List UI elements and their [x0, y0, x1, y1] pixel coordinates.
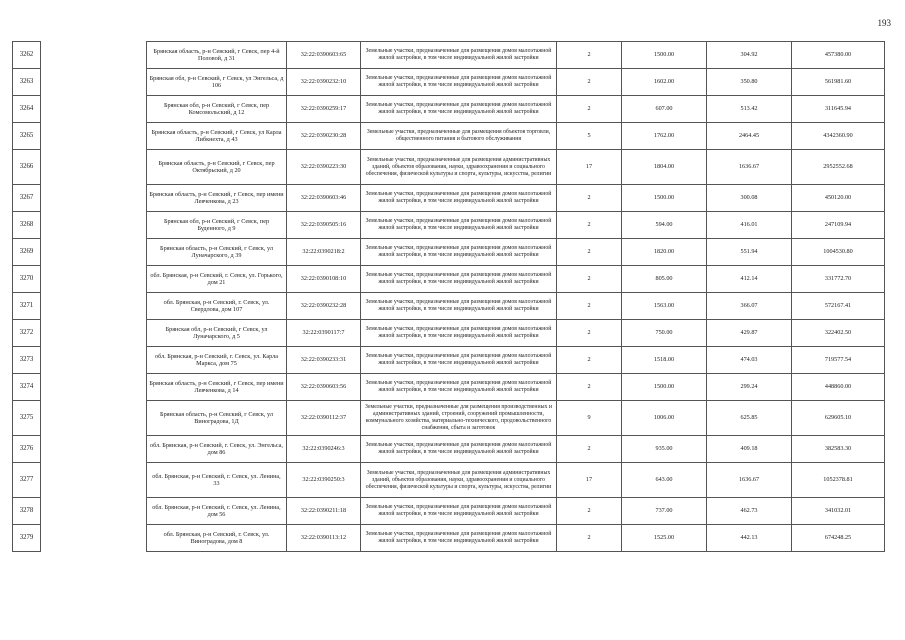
group-cell: 5	[557, 123, 622, 150]
area-cell: 1804.00	[622, 150, 707, 185]
row-number: 3272	[13, 320, 41, 347]
upks-cell: 474.03	[707, 347, 792, 374]
spacer-cell	[41, 347, 147, 374]
land-use-cell: Земельные участки, предназначенные для размещения административных зданий, объектов образования, науки, здравоохранения и социального обеспечения, физической культуры и спорта, культуры, искусства, религии	[361, 463, 557, 498]
area-cell: 805.00	[622, 266, 707, 293]
register-body	[13, 42, 885, 552]
area-cell: 594.00	[622, 212, 707, 239]
row-number: 3268	[13, 212, 41, 239]
row-number: 3273	[13, 347, 41, 374]
cadastral-value-cell: 1004530.80	[792, 239, 885, 266]
row-number: 3266	[13, 150, 41, 185]
row-number: 3263	[13, 69, 41, 96]
table-row	[13, 293, 885, 320]
land-use-cell: Земельные участки, предназначенные для размещения домов малоэтажной жилой застройки, в том числе индивидуальной жилой застройки	[361, 239, 557, 266]
spacer-cell	[41, 185, 147, 212]
row-number: 3275	[13, 401, 41, 436]
cadastral-number-cell: 32:22:0390117:7	[287, 320, 361, 347]
row-number: 3278	[13, 498, 41, 525]
page-number: 193	[877, 18, 891, 28]
cadastral-value-cell: 457380.00	[792, 42, 885, 69]
spacer-cell	[41, 498, 147, 525]
spacer-cell	[41, 42, 147, 69]
land-use-cell: Земельные участки, предназначенные для размещения домов малоэтажной жилой застройки, в том числе индивидуальной жилой застройки	[361, 42, 557, 69]
table-row	[13, 212, 885, 239]
upks-cell: 412.14	[707, 266, 792, 293]
cadastral-number-cell: 32:22:0390108:10	[287, 266, 361, 293]
row-number: 3276	[13, 436, 41, 463]
spacer-cell	[41, 212, 147, 239]
table-row	[13, 347, 885, 374]
address-cell: Брянская область, р-н Севский, г Севск, пер имени Левченкова, д 14	[147, 374, 287, 401]
address-cell: обл. Брянская, р-н Севский, г. Севск, ул. Ленина, 33	[147, 463, 287, 498]
table-row	[13, 150, 885, 185]
table-row	[13, 266, 885, 293]
upks-cell: 300.08	[707, 185, 792, 212]
table-row	[13, 436, 885, 463]
table-row	[13, 525, 885, 552]
area-cell: 1006.00	[622, 401, 707, 436]
area-cell: 1500.00	[622, 42, 707, 69]
spacer-cell	[41, 293, 147, 320]
address-cell: Брянская обл, р-н Севский, г Севск, ул Луначарского, д 5	[147, 320, 287, 347]
cadastral-value-cell: 311645.94	[792, 96, 885, 123]
spacer-cell	[41, 239, 147, 266]
cadastral-value-cell: 719577.54	[792, 347, 885, 374]
upks-cell: 350.80	[707, 69, 792, 96]
cadastral-number-cell: 32:22:0390211:18	[287, 498, 361, 525]
group-cell: 2	[557, 42, 622, 69]
group-cell: 2	[557, 320, 622, 347]
land-use-cell: Земельные участки, предназначенные для размещения производственных и административных зданий, строений, сооружений промышленности, коммунального хозяйства, материально-технического, продовольственного снабжения, сбыта и заготовок	[361, 401, 557, 436]
upks-cell: 2464.45	[707, 123, 792, 150]
upks-cell: 416.01	[707, 212, 792, 239]
address-cell: Брянская область, р-н Севский, г Севск, пер 4-й Половой, д 31	[147, 42, 287, 69]
upks-cell: 366.07	[707, 293, 792, 320]
upks-cell: 429.87	[707, 320, 792, 347]
upks-cell: 551.94	[707, 239, 792, 266]
row-number: 3271	[13, 293, 41, 320]
land-use-cell: Земельные участки, предназначенные для размещения домов малоэтажной жилой застройки, в том числе индивидуальной жилой застройки	[361, 293, 557, 320]
upks-cell: 1636.67	[707, 150, 792, 185]
cadastral-value-cell: 341032.01	[792, 498, 885, 525]
table-row	[13, 320, 885, 347]
address-cell: Брянская обл, р-н Севский, г Севск, пер Буденного, д 9	[147, 212, 287, 239]
cadastral-number-cell: 32:22:0390246:3	[287, 436, 361, 463]
area-cell: 935.00	[622, 436, 707, 463]
upks-cell: 462.73	[707, 498, 792, 525]
row-number: 3270	[13, 266, 41, 293]
area-cell: 1563.00	[622, 293, 707, 320]
land-use-cell: Земельные участки, предназначенные для размещения домов малоэтажной жилой застройки, в том числе индивидуальной жилой застройки	[361, 525, 557, 552]
group-cell: 2	[557, 69, 622, 96]
row-number: 3264	[13, 96, 41, 123]
table-row	[13, 463, 885, 498]
cadastral-number-cell: 32:22:0390603:56	[287, 374, 361, 401]
row-number: 3262	[13, 42, 41, 69]
table-row	[13, 69, 885, 96]
table-row	[13, 42, 885, 69]
spacer-cell	[41, 123, 147, 150]
row-number: 3267	[13, 185, 41, 212]
land-use-cell: Земельные участки, предназначенные для размещения объектов торговли, общественного питания и бытового обслуживания	[361, 123, 557, 150]
cadastral-number-cell: 32:22:0390250:3	[287, 463, 361, 498]
area-cell: 750.00	[622, 320, 707, 347]
address-cell: обл. Брянская, р-н Севский, г. Севск, ул. Горького, дом 21	[147, 266, 287, 293]
group-cell: 2	[557, 266, 622, 293]
cadastral-value-cell: 561981.60	[792, 69, 885, 96]
cadastral-number-cell: 32:22:0390505:16	[287, 212, 361, 239]
cadastral-register-table	[12, 41, 885, 552]
row-number: 3269	[13, 239, 41, 266]
spacer-cell	[41, 266, 147, 293]
group-cell: 2	[557, 498, 622, 525]
address-cell: Брянская область, р-н Севский, г Севск, ул Карла Либкнехта, д 43	[147, 123, 287, 150]
area-cell: 1500.00	[622, 185, 707, 212]
cadastral-number-cell: 32:22:0390113:12	[287, 525, 361, 552]
cadastral-number-cell: 32:22:0390259:17	[287, 96, 361, 123]
cadastral-number-cell: 32:22:0390232:28	[287, 293, 361, 320]
spacer-cell	[41, 401, 147, 436]
spacer-cell	[41, 374, 147, 401]
cadastral-number-cell: 32:22:0390603:65	[287, 42, 361, 69]
table-row	[13, 185, 885, 212]
area-cell: 643.00	[622, 463, 707, 498]
group-cell: 2	[557, 436, 622, 463]
cadastral-value-cell: 247109.94	[792, 212, 885, 239]
upks-cell: 513.42	[707, 96, 792, 123]
cadastral-value-cell: 331772.70	[792, 266, 885, 293]
table-row	[13, 374, 885, 401]
group-cell: 2	[557, 212, 622, 239]
upks-cell: 304.92	[707, 42, 792, 69]
cadastral-value-cell: 322402.50	[792, 320, 885, 347]
land-use-cell: Земельные участки, предназначенные для размещения домов малоэтажной жилой застройки, в том числе индивидуальной жилой застройки	[361, 320, 557, 347]
land-use-cell: Земельные участки, предназначенные для размещения домов малоэтажной жилой застройки, в том числе индивидуальной жилой застройки	[361, 212, 557, 239]
land-use-cell: Земельные участки, предназначенные для размещения домов малоэтажной жилой застройки, в том числе индивидуальной жилой застройки	[361, 498, 557, 525]
group-cell: 2	[557, 185, 622, 212]
address-cell: обл. Брянская, р-н Севский, г. Севск, ул. Виноградова, дом 8	[147, 525, 287, 552]
land-use-cell: Земельные участки, предназначенные для размещения административных зданий, объектов образования, науки, здравоохранения и социального обеспечения, физической культуры и спорта, культуры, искусства, религии	[361, 150, 557, 185]
area-cell: 607.00	[622, 96, 707, 123]
address-cell: Брянская область, р-н Севский, г Севск, пер имени Левченкова, д 23	[147, 185, 287, 212]
address-cell: обл. Брянская, р-н Севский, г. Севск, ул. Энгельса, дом 86	[147, 436, 287, 463]
row-number: 3279	[13, 525, 41, 552]
address-cell: Брянская область, р-н Севский, г Севск, ул Луначарского, д 39	[147, 239, 287, 266]
address-cell: Брянская обл, р-н Севский, г Севск, ул Энгельса, д 106	[147, 69, 287, 96]
cadastral-number-cell: 32:22:0390233:31	[287, 347, 361, 374]
area-cell: 1500.00	[622, 374, 707, 401]
cadastral-value-cell: 572167.41	[792, 293, 885, 320]
spacer-cell	[41, 436, 147, 463]
table-row	[13, 498, 885, 525]
cadastral-number-cell: 32:22:0390223:30	[287, 150, 361, 185]
address-cell: обл. Брянская, р-н Севский, г. Севск, ул. Свердлова, дом 107	[147, 293, 287, 320]
row-number: 3265	[13, 123, 41, 150]
group-cell: 17	[557, 463, 622, 498]
group-cell: 17	[557, 150, 622, 185]
upks-cell: 442.13	[707, 525, 792, 552]
group-cell: 2	[557, 525, 622, 552]
land-use-cell: Земельные участки, предназначенные для размещения домов малоэтажной жилой застройки, в том числе индивидуальной жилой застройки	[361, 374, 557, 401]
spacer-cell	[41, 525, 147, 552]
upks-cell: 299.24	[707, 374, 792, 401]
upks-cell: 409.18	[707, 436, 792, 463]
address-cell: обл. Брянская, р-н Севский, г. Севск, ул. Карла Маркса, дом 75	[147, 347, 287, 374]
table-row	[13, 401, 885, 436]
row-number: 3277	[13, 463, 41, 498]
cadastral-value-cell: 629605.10	[792, 401, 885, 436]
land-use-cell: Земельные участки, предназначенные для размещения домов малоэтажной жилой застройки, в том числе индивидуальной жилой застройки	[361, 69, 557, 96]
cadastral-number-cell: 32:22:0390603:46	[287, 185, 361, 212]
land-use-cell: Земельные участки, предназначенные для размещения домов малоэтажной жилой застройки, в том числе индивидуальной жилой застройки	[361, 347, 557, 374]
cadastral-value-cell: 382583.30	[792, 436, 885, 463]
table-row	[13, 96, 885, 123]
cadastral-number-cell: 32:22:0390112:37	[287, 401, 361, 436]
cadastral-value-cell: 1052378.81	[792, 463, 885, 498]
cadastral-value-cell: 450120.00	[792, 185, 885, 212]
group-cell: 2	[557, 293, 622, 320]
area-cell: 1762.00	[622, 123, 707, 150]
spacer-cell	[41, 96, 147, 123]
group-cell: 2	[557, 374, 622, 401]
group-cell: 2	[557, 347, 622, 374]
address-cell: Брянская область, р-н Севский, г Севск, пер Октябрьский, д 20	[147, 150, 287, 185]
group-cell: 2	[557, 239, 622, 266]
area-cell: 1518.00	[622, 347, 707, 374]
area-cell: 1602.00	[622, 69, 707, 96]
spacer-cell	[41, 463, 147, 498]
address-cell: Брянская область, р-н Севский, г Севск, ул Виноградова, 1Д	[147, 401, 287, 436]
area-cell: 1820.00	[622, 239, 707, 266]
cadastral-number-cell: 32:22:0390232:10	[287, 69, 361, 96]
table-row	[13, 123, 885, 150]
area-cell: 1525.00	[622, 525, 707, 552]
spacer-cell	[41, 150, 147, 185]
spacer-cell	[41, 69, 147, 96]
area-cell: 737.00	[622, 498, 707, 525]
land-use-cell: Земельные участки, предназначенные для размещения домов малоэтажной жилой застройки, в том числе индивидуальной жилой застройки	[361, 96, 557, 123]
cadastral-value-cell: 2952552.68	[792, 150, 885, 185]
cadastral-value-cell: 674248.25	[792, 525, 885, 552]
cadastral-number-cell: 32:22:0390218:2	[287, 239, 361, 266]
table-row	[13, 239, 885, 266]
address-cell: Брянская обл, р-н Севский, г Севск, пер Комсомольский, д 12	[147, 96, 287, 123]
address-cell: обл. Брянская, р-н Севский, г. Севск, ул. Ленина, дом 56	[147, 498, 287, 525]
cadastral-value-cell: 4342360.90	[792, 123, 885, 150]
row-number: 3274	[13, 374, 41, 401]
upks-cell: 1636.67	[707, 463, 792, 498]
cadastral-value-cell: 448860.00	[792, 374, 885, 401]
group-cell: 2	[557, 96, 622, 123]
group-cell: 9	[557, 401, 622, 436]
cadastral-number-cell: 32:22:0390230:28	[287, 123, 361, 150]
land-use-cell: Земельные участки, предназначенные для размещения домов малоэтажной жилой застройки, в том числе индивидуальной жилой застройки	[361, 266, 557, 293]
land-use-cell: Земельные участки, предназначенные для размещения домов малоэтажной жилой застройки, в том числе индивидуальной жилой застройки	[361, 185, 557, 212]
upks-cell: 625.85	[707, 401, 792, 436]
land-use-cell: Земельные участки, предназначенные для размещения домов малоэтажной жилой застройки, в том числе индивидуальной жилой застройки	[361, 436, 557, 463]
spacer-cell	[41, 320, 147, 347]
